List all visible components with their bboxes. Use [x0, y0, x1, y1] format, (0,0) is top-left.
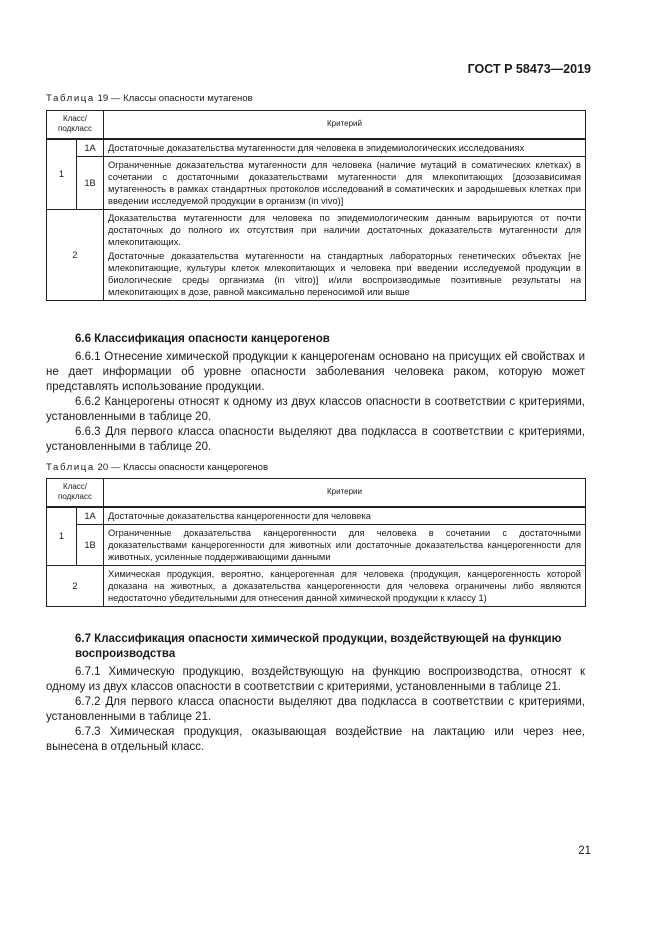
- col-header-criteria: Критерии: [104, 479, 586, 507]
- table19-caption-prefix: Таблица: [46, 93, 95, 104]
- criteria-2-part-b: Достаточные доказательства мутагенности на стандартных лабораторных генетических объектах [не млекопитающие, культуры клеток млекопитающих и человека при введении исследуемой продукции в биологические среды организма (in vitro)] и/или воспроизводимые позитивные результаты на млекопитающих в дозе, равной максимально переносимой или выше: [108, 250, 581, 297]
- criteria-2-cell: [104, 209, 586, 300]
- paragraph-6-7-2: 6.7.2 Для первого класса опасности выделяют два подкласса в соответствии с критериями, установленными в таблице 21.: [46, 696, 585, 723]
- class-1-cell: 1: [47, 139, 77, 210]
- col-header-criteria: Критерий: [104, 111, 586, 139]
- paragraph-6-7-3: 6.7.3 Химическая продукция, оказывающая воздействие на лактацию или через нее, вынесена в отдельный класс.: [46, 726, 585, 753]
- section-6-7-title: 6.7 Классификация опасности химической продукции, воздействующей на функцию воспроизводства: [75, 633, 562, 660]
- table-19: [46, 110, 586, 301]
- criteria-1a-cell: Достаточные доказательства канцерогенности для человека: [104, 507, 586, 525]
- table20-caption-prefix: Таблица: [46, 462, 95, 473]
- criteria-2-cell: Химическая продукция, вероятно, канцерогенная для человека (продукция, канцерогенность которой доказана на животных, а доказательства канцерогенности для человека ограничены либо являются недостаточно убедительными для отнесения данной химической продукции к классу 1): [104, 565, 586, 606]
- subclass-1a-cell: 1А: [77, 139, 104, 157]
- paragraph-6-6-1: 6.6.1 Отнесение химической продукции к канцерогенам основано на присущих ей свойствах и не дает информации об уровне опасности заболевания человека раком, которую может представлять использование продукции.: [46, 351, 585, 393]
- paragraph-6-6-2: 6.6.2 Канцерогены относят к одному из двух классов опасности в соответствии с критериями, установленными в таблице 20.: [46, 396, 585, 423]
- criteria-2-part-a: Доказательства мутагенности для человека по эпидемиологическим данным варьируются от почти достаточных до полного их отсутствия при наличии достаточных доказательств мутагенности для млекопитающих.: [108, 212, 581, 247]
- table20-caption-title: 20 — Классы опасности канцерогенов: [94, 462, 269, 473]
- table-20: [46, 478, 586, 607]
- page-number: 21: [578, 845, 591, 857]
- table20-caption: [46, 462, 268, 473]
- paragraph-6-6-3: 6.6.3 Для первого класса опасности выделяют два подкласса в соответствии с критериями, установленными в таблице 20.: [46, 426, 585, 453]
- table19-caption: [46, 93, 253, 104]
- subclass-1b-cell: 1В: [77, 156, 104, 209]
- class-2-cell: 2: [47, 209, 104, 300]
- table19-caption-title: 19 — Классы опасности мутагенов: [94, 93, 253, 104]
- subclass-1b-cell: 1В: [77, 524, 104, 565]
- section-6-6-title: 6.6 Классификация опасности канцерогенов: [75, 333, 330, 345]
- class-2-cell: 2: [47, 565, 104, 606]
- criteria-1b-cell: Ограниченные доказательства канцерогенности для человека в сочетании с достаточными доказательствами канцерогенности для животных или достаточные доказательства канцерогенности для животных, усиленные поддерживающими данными: [104, 524, 586, 565]
- col-header-class: Класс/ подкласс: [47, 479, 104, 507]
- class-1-cell: 1: [47, 507, 77, 566]
- subclass-1a-cell: 1А: [77, 507, 104, 525]
- criteria-1a-cell: Достаточные доказательства мутагенности для человека в эпидемиологических исследованиях: [104, 139, 586, 157]
- paragraph-6-7-1: 6.7.1 Химическую продукцию, воздействующую на функцию воспроизводства, относят к одному из двух классов опасности в соответствии с критериями, установленными в таблице 21.: [46, 666, 585, 693]
- document-id: ГОСТ Р 58473—2019: [467, 62, 591, 76]
- col-header-class: Класс/ подкласс: [47, 111, 104, 139]
- criteria-1b-cell: Ограниченные доказательства мутагенности для человека (наличие мутаций в соматических клетках) в сочетании с достаточными доказательствами мутагенности для млекопитающих [дозозависимая мутагенность в рамках стандартных протоколов исследований в соматических и зародышевых клетках при введении исследуемой продукции в организм (in vivo)]: [104, 156, 586, 209]
